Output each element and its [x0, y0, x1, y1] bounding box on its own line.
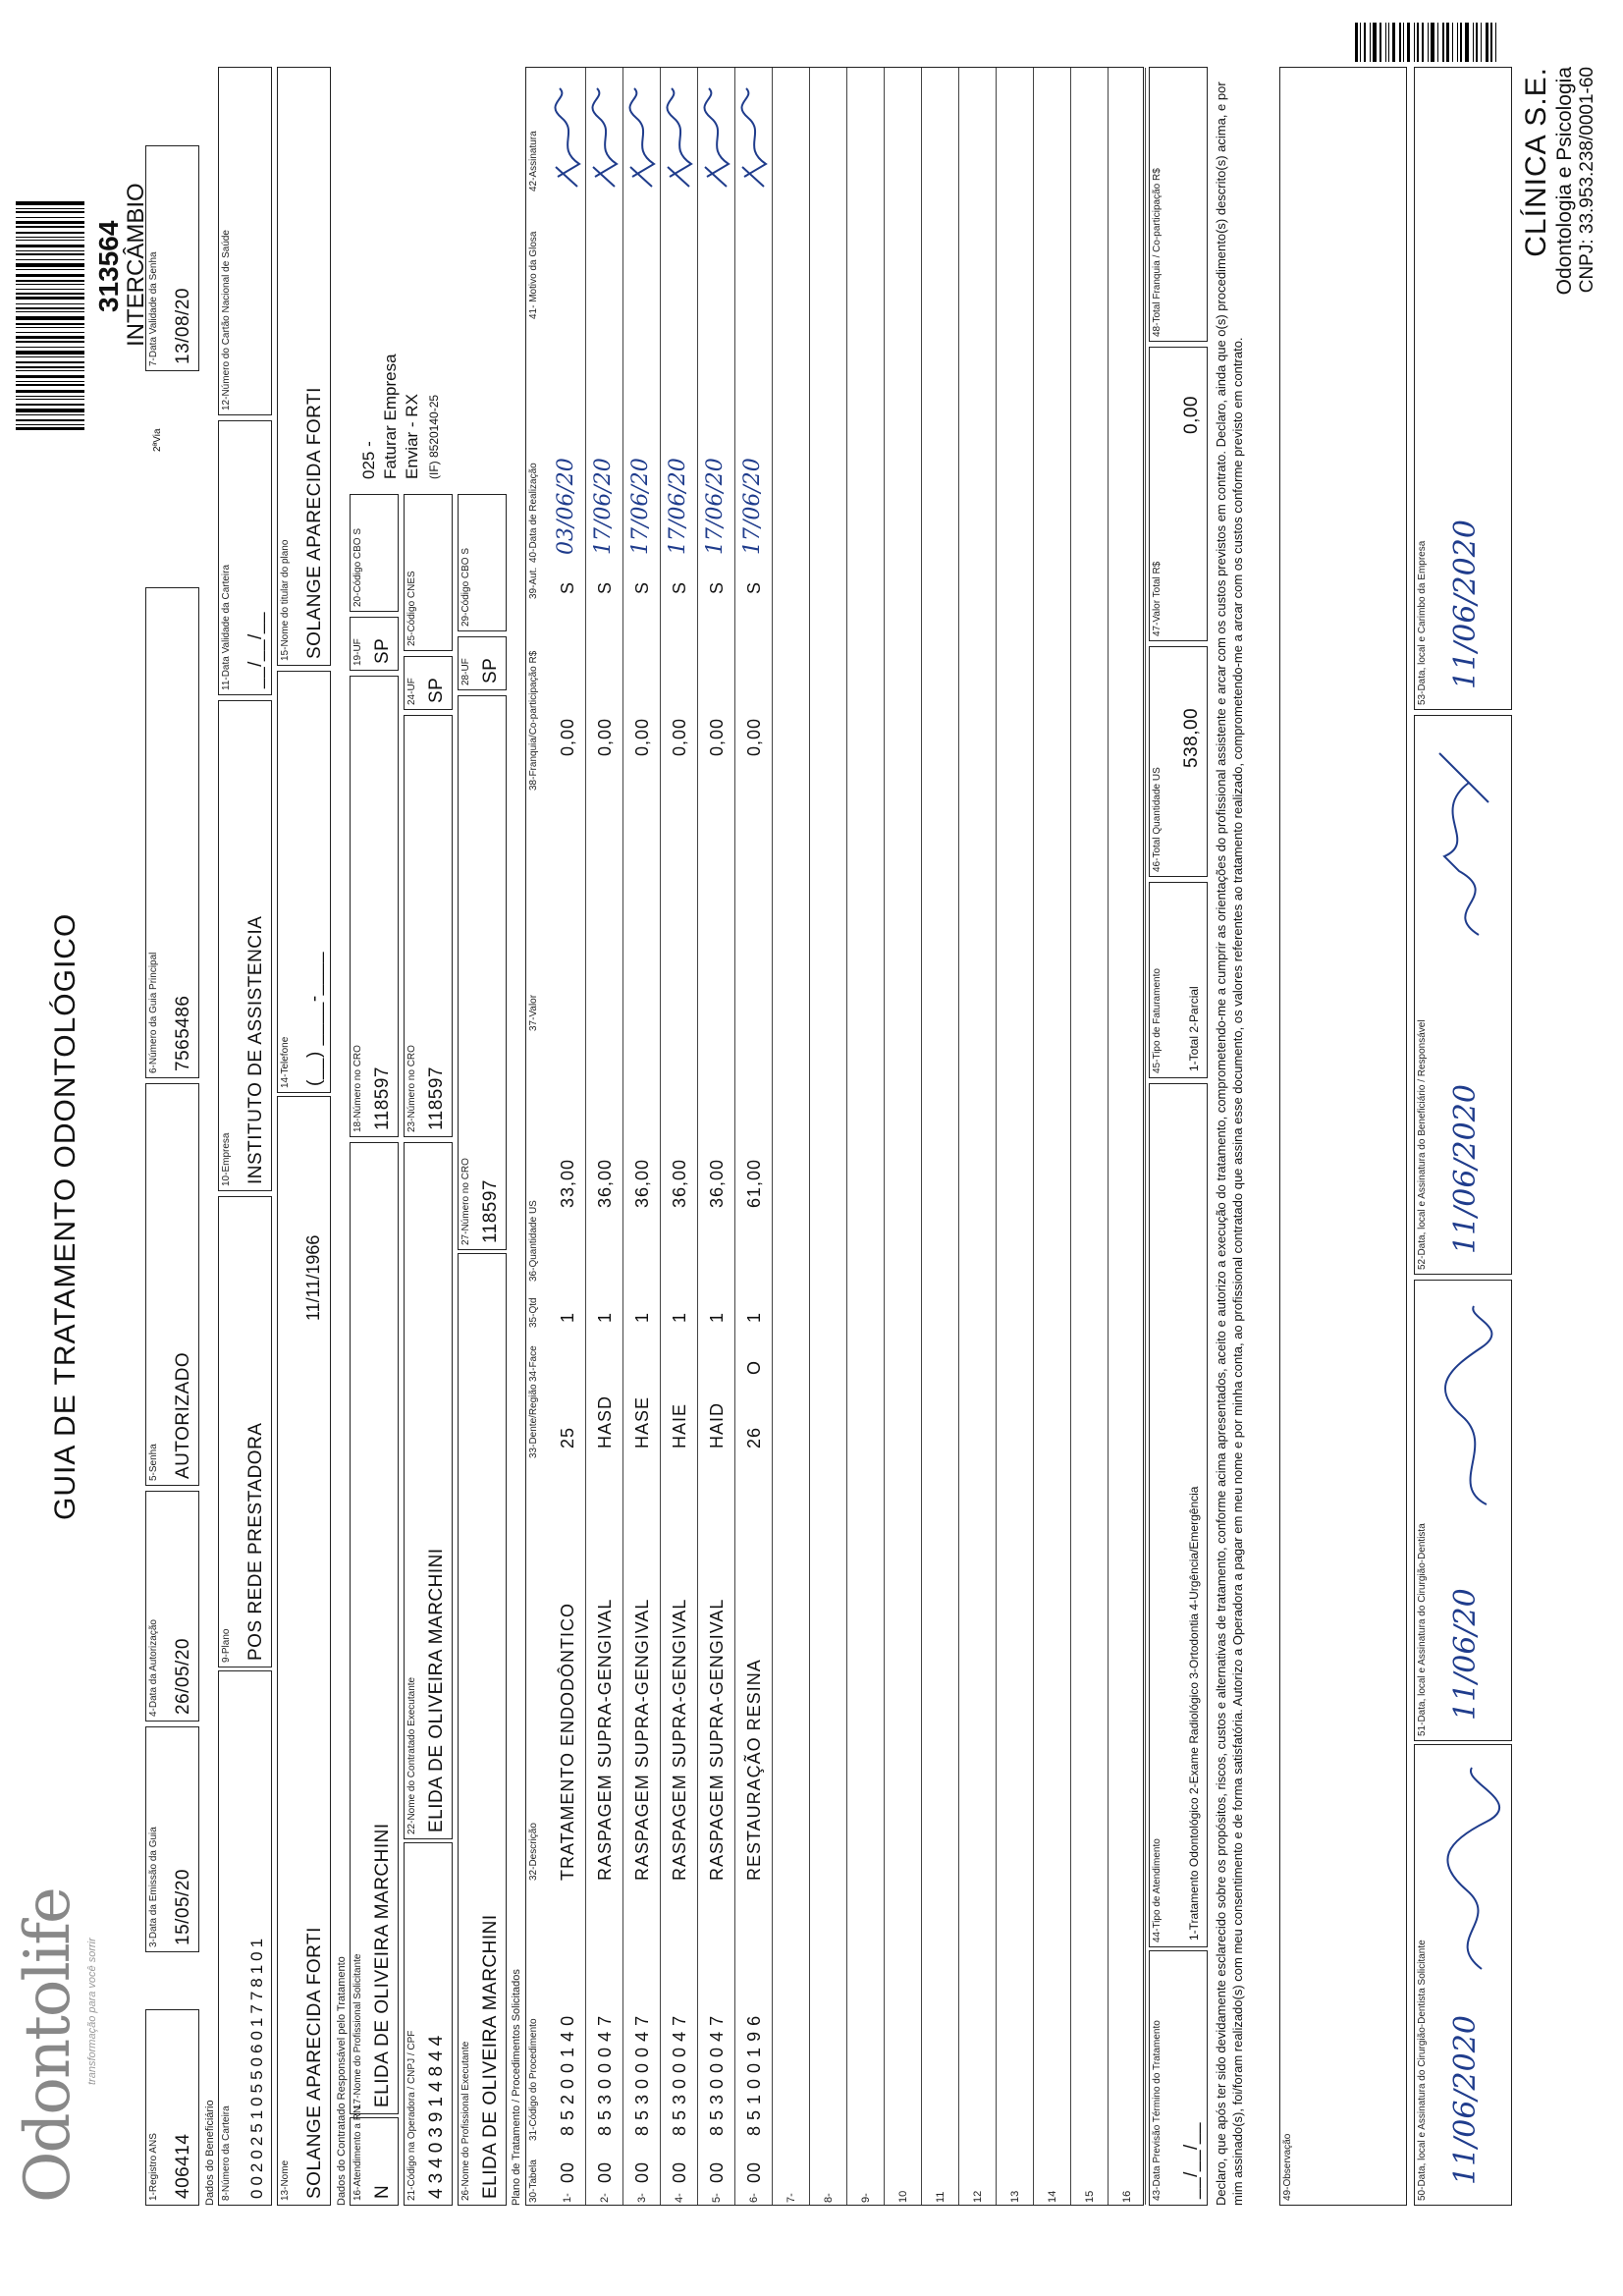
col-face: 34-Face — [528, 1345, 539, 1382]
table-row — [921, 68, 922, 2205]
col-codigo: 31-Código do Procedimento — [528, 2018, 539, 2141]
cell-qtd: 1 — [632, 1311, 652, 1323]
col-dente: 33-Dente/Região — [528, 1384, 539, 1458]
dentist-signature: 51-Data, local e Assinatura do Cirurgião-Dentista 11/06/20 — [1414, 1280, 1512, 1741]
table-row — [958, 68, 959, 2205]
password-validity-field: 7-Data Validade da Senha 13/08/20 — [145, 145, 199, 371]
service-type-field: 44-Tipo de Atendimento 1-Tratamento Odontológico 2-Exame Radiológico 3-Ortodontia 4-Urgência/Emergência — [1149, 1083, 1208, 1947]
cell-tabela: 00 — [632, 2160, 652, 2183]
row-number: 4- — [674, 2193, 685, 2203]
name-field: 13-Nome SOLANGE APARECIDA FORTI 11/11/1966 — [277, 1096, 331, 2206]
total-us-field: 46-Total Quantidade US 538,00 — [1149, 646, 1208, 877]
billing-type-field: 45-Tipo de Faturamento 1-Total 2-Parcial — [1149, 882, 1208, 1078]
row-signature-icon — [736, 83, 772, 191]
row-number: 13 — [1009, 2190, 1021, 2203]
dentist-signature-icon — [1433, 1763, 1506, 1979]
billing-notes: 025 - Faturar Empresa Enviar - RX (IF) 8520140-25 — [359, 354, 441, 479]
cell-qtd: 1 — [595, 1311, 615, 1323]
cell-tabela: 00 — [558, 2160, 577, 2183]
cell-us: 36,00 — [595, 1158, 615, 1208]
cell-codigo: 85300047 — [670, 2009, 689, 2136]
cnes-field: 25-Código CNES — [404, 494, 453, 651]
cell-franquia: 0,00 — [595, 717, 615, 756]
cell-codigo: 85300047 — [632, 2009, 652, 2136]
declaration-text: Declaro, que após ter sido devidamente esclarecido sobre os propósitos, riscos, custos e alternativas de tratamento, conforme acima apresentados, aceito e autorizo a execução do tratamento, comprometendo-me a cumprir as orientações do profissional assistente e arcar com os custos previstos em contrato. Declaro, ainda que o(s) procedimento(s) descrito(s) acima, e por mim assinado(s), foi/foram realizado(s) com meu consentimento e de forma satisfatória. Autorizo a Operadora a pagar em meu nome e por minha conta, ao profissional contratado que assina esse documento, os valores referentes ao tratamento realizado, comprometendo-me a arcar com os custos conforme previsto em contrato. — [1214, 82, 1245, 2206]
table-row — [772, 68, 773, 2205]
forecast-date-field: 43-Data Previsão Término do Tratamento __/__/__ — [1149, 1950, 1208, 2206]
cell-data-realizacao: 03/06/20 — [554, 458, 578, 555]
col-glosa: 41- Motivo da Glosa — [528, 231, 539, 319]
row-signature-icon — [587, 83, 622, 191]
cell-face: O — [744, 1359, 764, 1375]
card-validity-field: 11-Data Validade da Carteira __/__/__ — [218, 420, 272, 695]
table-row — [697, 68, 698, 2205]
row-number: 3- — [636, 2193, 648, 2203]
cell-codigo: 85100196 — [744, 2009, 764, 2136]
cell-codigo: 85300047 — [595, 2009, 615, 2136]
cell-us: 33,00 — [558, 1158, 577, 1208]
cbo-field: 20-Código CBO S — [350, 494, 399, 612]
cell-us: 36,00 — [707, 1158, 727, 1208]
row-number: 14 — [1047, 2190, 1058, 2203]
second-copy-label: 2ªVia — [152, 428, 163, 452]
barcode — [16, 77, 84, 430]
row-number: 7- — [785, 2193, 797, 2203]
col-us: 36-Quantidade US — [528, 1200, 539, 1282]
col-descricao: 32-Descrição — [528, 1823, 539, 1881]
plan-field: 9-Plano POS REDE PRESTADORA — [218, 1196, 272, 1667]
cell-qtd: 1 — [707, 1311, 727, 1323]
row-number: 1- — [562, 2193, 573, 2203]
company-logo: Odontolife — [12, 1888, 84, 2203]
cell-dente: HAIE — [670, 1402, 689, 1449]
cell-aut: S — [744, 580, 764, 594]
cell-aut: S — [707, 580, 727, 594]
col-franquia: 38-Franquia/Co-participação R$ — [528, 650, 539, 791]
cell-data-realizacao: 17/06/20 — [591, 458, 616, 555]
logo-tagline: transformação para você sorrir — [86, 1938, 98, 2085]
cell-franquia: 0,00 — [558, 717, 577, 756]
company-field: 10-Empresa INSTITUTO DE ASSISTENCIA — [218, 700, 272, 1191]
cell-franquia: 0,00 — [670, 717, 689, 756]
cell-codigo: 85300047 — [707, 2009, 727, 2136]
col-valor: 37-Valor — [528, 994, 539, 1031]
row-signature-icon — [624, 83, 660, 191]
cro-prof-field: 27-Número no CRO 118597 — [458, 695, 507, 1250]
table-row — [884, 68, 885, 2205]
row-signature-icon — [550, 83, 585, 191]
cell-dente: 26 — [744, 1426, 764, 1449]
cell-dente: HASE — [632, 1395, 652, 1449]
cell-dente: HASD — [595, 1394, 615, 1449]
row-signature-icon — [662, 83, 697, 191]
row-number: 16 — [1121, 2190, 1133, 2203]
cell-descricao: RASPAGEM SUPRA-GENGIVAL — [632, 1598, 652, 1881]
table-row — [1108, 68, 1109, 2205]
cell-descricao: RASPAGEM SUPRA-GENGIVAL — [670, 1598, 689, 1881]
cell-tabela: 00 — [670, 2160, 689, 2183]
exchange-label: INTERCÂMBIO — [123, 183, 149, 347]
phone-field: 14-Telefone (__) ____-____ — [277, 671, 331, 1093]
cell-tabela: 00 — [744, 2160, 764, 2183]
cell-codigo: 85200140 — [558, 2009, 577, 2136]
cell-data-realizacao: 17/06/20 — [666, 458, 690, 555]
table-row — [809, 68, 810, 2205]
guide-number: 313564 — [93, 220, 124, 312]
cro-exec-field: 23-Número no CRO 118597 — [404, 715, 453, 1137]
row-number: 2- — [599, 2193, 611, 2203]
contractor-section: Dados do Contratado Responsável pelo Tratamento — [336, 1956, 348, 2206]
row-number: 5- — [711, 2193, 723, 2203]
row-number: 11 — [935, 2191, 947, 2203]
cro-field: 18-Número no CRO 118597 — [350, 676, 399, 1137]
authorization-date-field: 4-Data da Autorização 26/05/20 — [145, 1491, 199, 1722]
table-row — [996, 68, 997, 2205]
main-guide-field: 6-Número da Guia Principal 7565486 — [145, 587, 199, 1078]
col-aut: 39-Aut. — [528, 567, 539, 599]
cell-tabela: 00 — [707, 2160, 727, 2183]
cbo-prof-field: 29-Código CBO S — [458, 494, 507, 631]
cell-us: 61,00 — [744, 1158, 764, 1208]
row-number: 6- — [748, 2193, 760, 2203]
cell-qtd: 1 — [744, 1311, 764, 1323]
beneficiary-section: Dados do Beneficiário — [204, 2100, 216, 2206]
table-row — [660, 68, 661, 2205]
cell-us: 36,00 — [632, 1158, 652, 1208]
requesting-dentist-signature: 50-Data, local e Assinatura do Cirurgião-Dentista Solicitante 11/06/2020 — [1414, 1744, 1512, 2206]
requesting-professional-field: 17-Nome do Profissional Solicitante ELIDA DE OLIVEIRA MARCHINI — [350, 1142, 399, 2114]
operator-code-field: 21-Código na Operadora / CNPJ / CPF 43403914844 — [404, 1842, 453, 2206]
cell-qtd: 1 — [558, 1311, 577, 1323]
side-barcode — [1355, 23, 1581, 62]
executing-contractor-field: 22-Nome do Contratado Executante ELIDA DE OLIVEIRA MARCHINI — [404, 1142, 453, 1839]
holder-name-field: 15-Nome do titular do plano SOLANGE APARECIDA FORTI — [277, 67, 331, 666]
table-row — [1145, 68, 1146, 2205]
cell-franquia: 0,00 — [707, 717, 727, 756]
row-number: 8- — [823, 2193, 835, 2203]
beneficiary-signature-icon — [1420, 734, 1508, 950]
procedures-section: Plano de Tratamento / Procedimentos Solicitados — [511, 1969, 522, 2206]
clinic-stamp: CLÍNICA S.E. Odontologia e Psicologia CNPJ: 33.953.238/0001-60 — [1520, 67, 1597, 296]
cell-aut: S — [632, 580, 652, 594]
beneficiary-signature: 52-Data, local e Assinatura do Beneficiário / Responsável 11/06/2020 — [1414, 715, 1512, 1275]
executing-professional-field: 26-Nome do Profissional Executante ELIDA DE OLIVEIRA MARCHINI — [458, 1253, 507, 2206]
card-number-field: 8-Número da Carteira 00202510550601778101 — [218, 1670, 272, 2206]
col-assinatura: 42-Assinatura — [528, 131, 539, 191]
col-tabela: 30-Tabela — [528, 2159, 539, 2203]
page-title: GUIA DE TRATAMENTO ODONTOLÓGICO — [49, 912, 81, 1520]
col-qtd: 35-Qtd — [528, 1297, 539, 1328]
sus-card-field: 12-Número do Cartão Nacional de Saúde — [218, 67, 272, 415]
col-data: 40-Data de Realização — [528, 463, 539, 563]
cell-aut: S — [670, 580, 689, 594]
row-number: 10 — [897, 2190, 909, 2203]
emission-date-field: 3-Data da Emissão da Guia 15/05/20 — [145, 1726, 199, 1952]
table-row — [734, 68, 735, 2205]
uf-prof-field: 28-UF SP — [458, 636, 507, 690]
procedures-table — [525, 67, 1144, 2206]
cell-data-realizacao: 17/06/20 — [628, 458, 653, 555]
cell-descricao: TRATAMENTO ENDODÔNTICO — [558, 1603, 577, 1881]
table-row — [622, 68, 623, 2205]
cell-us: 36,00 — [670, 1158, 689, 1208]
cell-data-realizacao: 17/06/20 — [703, 458, 728, 555]
cell-qtd: 1 — [670, 1311, 689, 1323]
table-row — [1070, 68, 1071, 2205]
cell-descricao: RESTAURAÇÃO RESINA — [744, 1659, 764, 1881]
company-stamp-field: 53-Data, local e Carimbo da Empresa 11/06/2020 — [1414, 67, 1512, 710]
cell-aut: S — [595, 580, 615, 594]
cell-aut: S — [558, 580, 577, 594]
table-row — [585, 68, 586, 2205]
dentist2-signature-icon — [1433, 1298, 1506, 1514]
total-value-field: 47-Valor Total R$ 0,00 — [1149, 347, 1208, 641]
cell-tabela: 00 — [595, 2160, 615, 2183]
total-copay-field: 48-Total Franquia / Co-participação R$ — [1149, 67, 1208, 342]
row-signature-icon — [699, 83, 734, 191]
cell-descricao: RASPAGEM SUPRA-GENGIVAL — [707, 1598, 727, 1881]
cell-data-realizacao: 17/06/20 — [740, 458, 765, 555]
ans-field: 1-Registro ANS 406414 — [145, 2009, 199, 2206]
cell-descricao: RASPAGEM SUPRA-GENGIVAL — [595, 1598, 615, 1881]
row-number: 12 — [972, 2190, 984, 2203]
uf-exec-field: 24-UF SP — [404, 656, 453, 710]
uf-field: 19-UF SP — [350, 617, 399, 671]
cell-franquia: 0,00 — [632, 717, 652, 756]
cell-dente: 25 — [558, 1426, 577, 1449]
row-number: 9- — [860, 2193, 872, 2203]
table-row — [846, 68, 847, 2205]
cell-franquia: 0,00 — [744, 717, 764, 756]
table-row — [1033, 68, 1034, 2205]
cell-dente: HAID — [707, 1401, 727, 1449]
row-number: 15 — [1084, 2190, 1096, 2203]
observation-field: 49-Observação — [1279, 67, 1407, 2206]
password-field: 5-Senha AUTORIZADO — [145, 1083, 199, 1486]
rn-field: 16-Atendimento a RN N — [350, 2117, 399, 2206]
